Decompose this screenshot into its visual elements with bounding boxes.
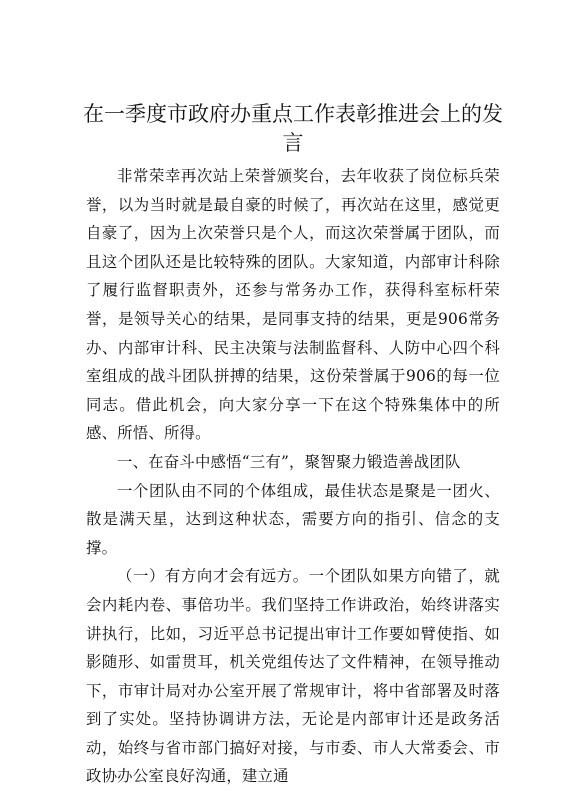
- paragraph-intro: 非常荣幸再次站上荣誉颁奖台，去年收获了岗位标兵荣誉，以为当时就是最自豪的时候了，再次站在这里，感觉更自豪了，因为上次荣誉只是个人，而这次荣誉属于团队，而且这个团队还是比较特殊的团队。大家知道，内部审计科除了履行监督职责外，还参与常务办工作，获得科室标杆荣誉，是领导关心的结果，是同事支持的结果，更是906常务办、内部审计科、民主决策与法制监督科、人防中心四个科室组成的战斗团队拼搏的结果，这份荣誉属于906的每一位同志。借此机会，向大家分享一下在这个特殊集体中的所感、所悟、所得。: [86, 167, 500, 443]
- paragraph-team: 一个团队由不同的个体组成，最佳状态是聚是一团火、散是满天星，达到这种状态，需要方向的指引、信念的支撑。: [86, 481, 500, 557]
- paragraph-direction: （一）有方向才会有远方。一个团队如果方向错了，就会内耗内卷、事倍功半。我们坚持工作讲政治，始终讲落实讲执行，比如，习近平总书记提出审计工作要如臂使指、如影随形、如雷贯耳，机关党组传达了文件精神，在领导推动下，市审计局对办公室开展了常规审计，将中省部署及时落到了实处。坚持协调讲方法，无论是内部审计还是政务活动，始终与省市部门搞好对接，与市委、市人大常委会、市政协办公室良好沟通，建立通: [86, 567, 500, 786]
- document-body: [86, 162, 500, 791]
- document-title: 在一季度市政府办重点工作表彰推进会上的发言: [83, 102, 503, 155]
- section-heading-1: 一、在奋斗中感悟“三有”，聚智聚力锻造善战团队: [117, 452, 461, 471]
